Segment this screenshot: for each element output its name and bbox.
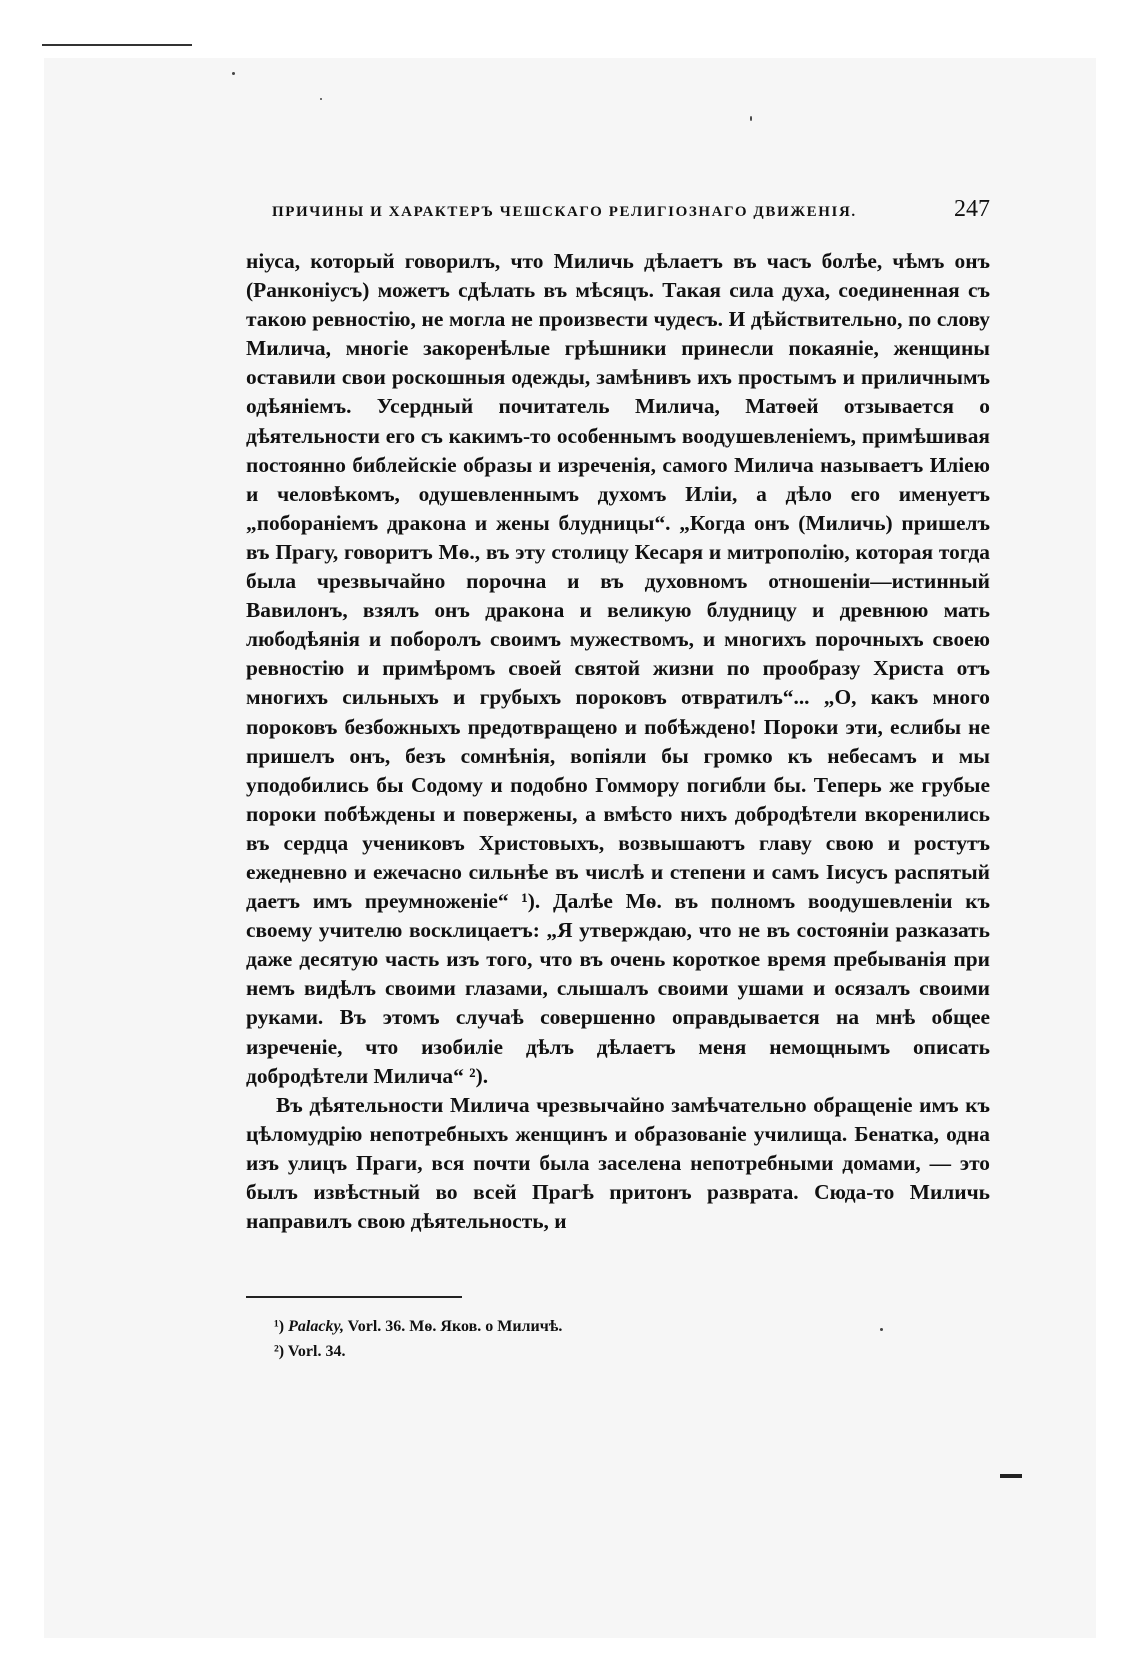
- running-title: ПРИЧИНЫ И ХАРАКТЕРЪ ЧЕШСКАГО РЕЛИГІОЗНАГО ДВИЖЕНІЯ.: [272, 204, 857, 220]
- footnote: [274, 1339, 974, 1364]
- scan-speck: [320, 98, 322, 100]
- scan-speck: [232, 72, 235, 75]
- scan-edge-mark: [1000, 1474, 1022, 1478]
- scan-edge-rule: [42, 44, 192, 46]
- page-number: 247: [954, 196, 990, 222]
- scan-speck: [750, 116, 752, 121]
- footnote: [274, 1314, 974, 1339]
- footnote-author: Palacky,: [288, 1318, 344, 1335]
- body-text: [246, 247, 990, 1236]
- footnote-mark: ¹): [274, 1318, 285, 1335]
- footnote-mark: ²): [274, 1343, 285, 1360]
- running-head: [272, 196, 990, 230]
- footnotes: [274, 1314, 974, 1364]
- paragraph: ніуса, который говорилъ, что Миличь дѣлаетъ въ часъ болѣе, чѣмъ онъ (Ранконіусъ) можетъ сдѣлать въ мѣсяцъ. Такая сила духа, соединенная съ такою ревностію, не могла не произвести чудесъ. И дѣйствительно, по слову Милича, многіе закоренѣлые грѣшники принесли покаяніе, женщины оставили свои роскошныя одежды, замѣнивъ ихъ простымъ и приличнымъ одѣяніемъ. Усердный почитатель Милича, Матѳей отзывается о дѣятельности его съ какимъ-то особеннымъ воодушевленіемъ, примѣшивая постоянно библейскіе образы и изреченія, самого Милича называетъ Иліею и человѣкомъ, одушевленнымъ духомъ Иліи, а дѣло его именуетъ „побораніемъ дракона и жены блудницы“. „Когда онъ (Миличь) пришелъ въ Прагу, говоритъ Мѳ., въ эту столицу Кесаря и митрополію, которая тогда была чрезвычайно порочна и въ духовномъ отношеніи—истинный Вавилонъ, взялъ онъ дракона и великую блудницу и древнюю мать любодѣянія и поборолъ своимъ мужествомъ, и многихъ порочныхъ своею ревностію и примѣромъ своей святой жизни по прообразу Христа отъ многихъ сильныхъ и грубыхъ пороковъ отвратилъ“... „О, какъ много пороковъ безбожныхъ предотвращено и побѣждено! Пороки эти, еслибы не пришелъ онъ, безъ сомнѣнія, вопіяли бы громко къ небесамъ и мы уподобились бы Содому и подобно Гоммору погибли бы. Теперь же грубые пороки побѣждены и повержены, а вмѣсто нихъ добродѣтели вкоренились въ сердца учениковъ Христовыхъ, возвышаютъ главу свою и ростутъ ежедневно и ежечасно сильнѣе въ числѣ и степени и самъ Іисусъ распятый даетъ имъ преумноженіе“ ¹). Далѣе Мѳ. въ полномъ воодушевленіи къ своему учителю восклицаетъ: „Я утверждаю, что не въ состояніи разказать даже десятую часть изъ того, что въ очень короткое время пребыванія при немъ видѣлъ своими глазами, слышалъ своими ушами и осязалъ своими руками. Въ этомъ случаѣ совершенно оправдывается на мнѣ общее изреченіе, что изобиліе дѣлъ дѣлаетъ меня немощнымъ описать добродѣтели Милича“ ²).: [246, 249, 990, 1088]
- footnote-text: Vorl. 34.: [287, 1343, 346, 1360]
- paragraph: Въ дѣятельности Милича чрезвычайно замѣчательно обращеніе имъ къ цѣломудрію непотребныхъ женщинъ и образованіе училища. Бенатка, одна изъ улицъ Праги, вся почти была заселена непотребными домами, — это былъ извѣстный во всей Прагѣ притонъ разврата. Сюда-то Миличь направилъ свою дѣятельность, и: [246, 1092, 990, 1234]
- footnote-divider: [246, 1296, 462, 1298]
- footnote-text: Vorl. 36. Мѳ. Яков. о Миличѣ.: [347, 1318, 563, 1335]
